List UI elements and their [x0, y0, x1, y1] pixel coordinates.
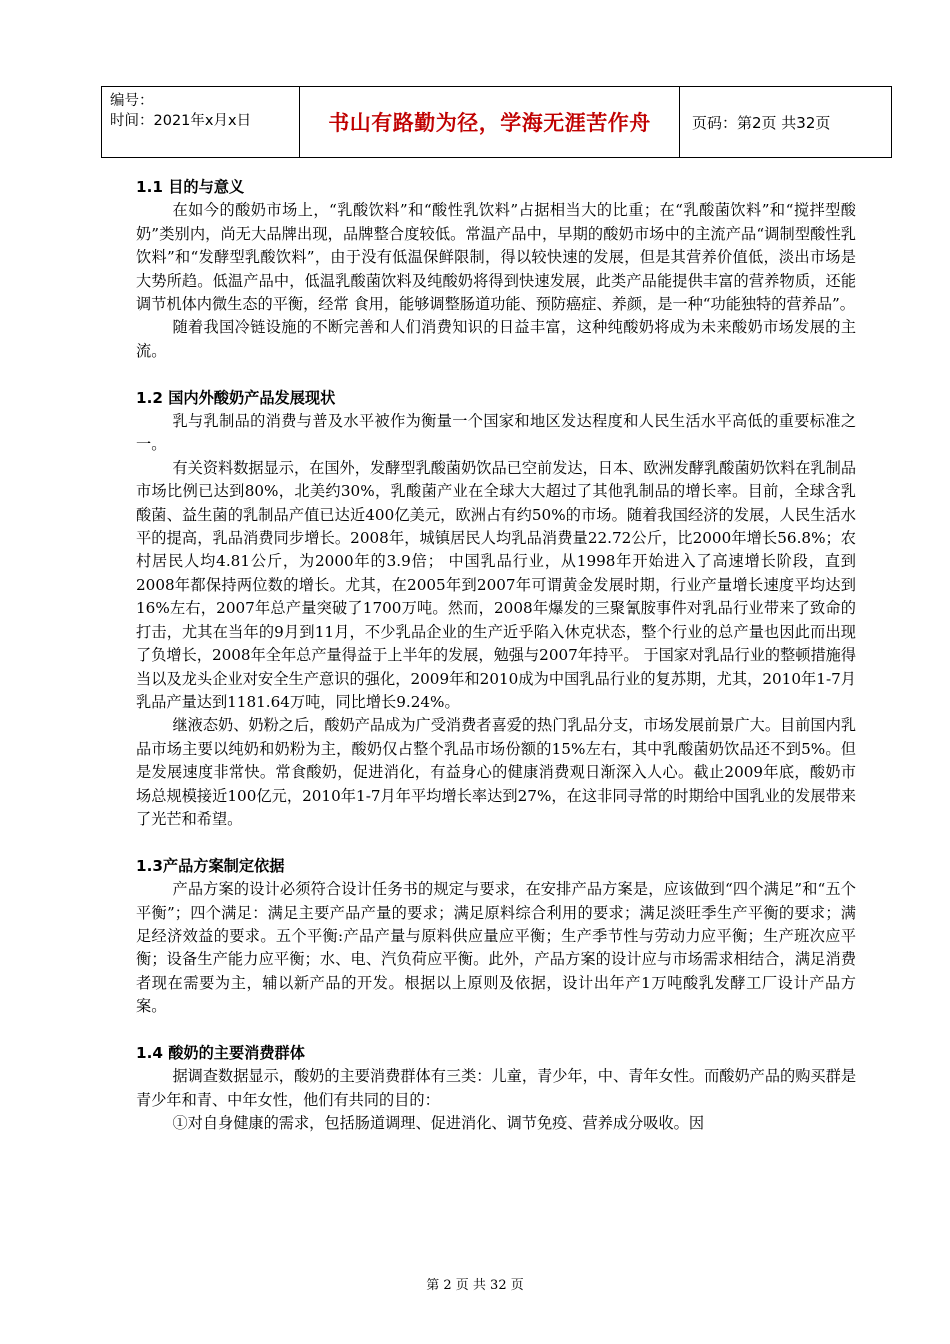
paragraph: 乳与乳制品的消费与普及水平被作为衡量一个国家和地区发达程度和人民生活水平高低的重要标准之一。	[136, 412, 856, 454]
header-meta	[102, 87, 300, 157]
paragraph: 在如今的酸奶市场上，“乳酸饮料”和“酸性乳饮料”占据相当大的比重；在“乳酸菌饮料”和“搅拌型酸奶”类别内，尚无大品牌出现，品牌整合度较低。常温产品中，早期的酸奶市场中的主流产品“调制型酸性乳饮料”和“发酵型乳酸饮料”，由于没有低温保鲜限制，得以较快速的发展，但是其营养价值低，淡出市场是大势所趋。低温产品中，低温乳酸菌饮料及纯酸奶将得到快速发展，此类产品能提供丰富的营养物质，还能调节机体内微生态的平衡，经常 食用，能够调整肠道功能、预防癌症、养颜，是一种“功能独特的营养品”。	[136, 201, 856, 314]
document-body	[136, 176, 856, 1136]
page-footer: 第 2 页 共 32 页	[426, 1278, 524, 1293]
paragraph: 随着我国冷链设施的不断完善和人们消费知识的日益丰富，这种纯酸奶将成为未来酸奶市场发展的主流。	[136, 318, 856, 360]
paragraph: ①对自身健康的需求，包括肠道调理、促进消化、调节免疫、营养成分吸收。因	[172, 1114, 705, 1133]
section-heading-1-4: 1.4 酸奶的主要消费群体	[136, 1043, 305, 1062]
paragraph: 产品方案的设计必须符合设计任务书的规定与要求，在安排产品方案是，应该做到“四个满足”和“五个平衡”；四个满足：满足主要产品产量的要求；满足原料综合利用的要求；满足淡旺季生产平衡的要求；满足经济效益的要求。五个平衡:产品产量与原料供应量应平衡；生产季节性与劳动力应平衡；生产班次应平衡；设备生产能力应平衡；水、电、汽负荷应平衡。此外，产品方案的设计应与市场需求相结合，满足消费者现在需要为主，辅以新产品的开发。根据以上原则及依据，设计出年产1万吨酸乳发酵工厂设计产品方案。	[136, 880, 856, 1016]
paragraph: 有关资料数据显示，在国外，发酵型乳酸菌奶饮品已空前发达，日本、欧洲发酵乳酸菌奶饮料在乳制品市场比例已达到80%，北美约30%，乳酸菌产业在全球大大超过了其他乳制品的增长率。目前，全球含乳酸菌、益生菌的乳制品产值已达近400亿美元，欧洲占有约50%的市场。随着我国经济的发展，人民生活水平的提高，乳品消费同步增长。2008年，城镇居民人均乳品消费量22.72公斤，比2000年增长56.8%；农村居民人均4.81公斤，为2000年的3.9倍； 中国乳品行业，从1998年开始进入了高速增长阶段，直到2008年都保持两位数的增长。尤其，在2005年到2007年可谓黄金发展时期，行业产量增长速度平均达到16%左右，2007年总产量突破了1700万吨。然而，2008年爆发的三聚氰胺事件对乳品行业带来了致命的打击，尤其在当年的9月到11月，不少乳品企业的生产近乎陷入休克状态，整个行业的总产量也因此而出现了负增长，2008年全年总产量得益于上半年的发展，勉强与2007年持平。 于国家对乳品行业的整顿措施得当以及龙头企业对安全生产意识的强化，2009年和2010成为中国乳品行业的复苏期，尤其，2010年1-7月乳品产量达到1181.64万吨，同比增长9.24%。	[136, 458, 857, 711]
document-time-label: 时间：2021年x月x日	[110, 113, 252, 129]
page-header	[101, 86, 892, 158]
header-motto: 书山有路勤为径，学海无涯苦作舟	[300, 87, 680, 157]
paragraph: 继液态奶、奶粉之后，酸奶产品成为广受消费者喜爱的热门乳品分支，市场发展前景广大。目前国内乳品市场主要以纯奶和奶粉为主，酸奶仅占整个乳品市场份额的15%左右，其中乳酸菌奶饮品还不到5%。但是发展速度非常快。常食酸奶，促进消化，有益身心的健康消费观日渐深入人心。截止2009年底，酸奶市场总规模接近100亿元，2010年1-7月年平均增长率达到27%，在这非同寻常的时期给中国乳业的发展带来了光芒和希望。	[136, 716, 856, 828]
paragraph: 据调查数据显示，酸奶的主要消费群体有三类：儿童，青少年，中、青年女性。而酸奶产品的购买群是青少年和青、中年女性，他们有共同的目的：	[136, 1067, 856, 1109]
section-heading-1-1: 1.1 目的与意义	[136, 178, 245, 196]
document-number-label: 编号：	[110, 93, 154, 109]
section-heading-1-3: 1.3产品方案制定依据	[136, 856, 285, 875]
section-heading-1-2: 1.2 国内外酸奶产品发展现状	[136, 388, 336, 407]
header-page-info: 页码：第2页 共32页	[692, 113, 831, 132]
